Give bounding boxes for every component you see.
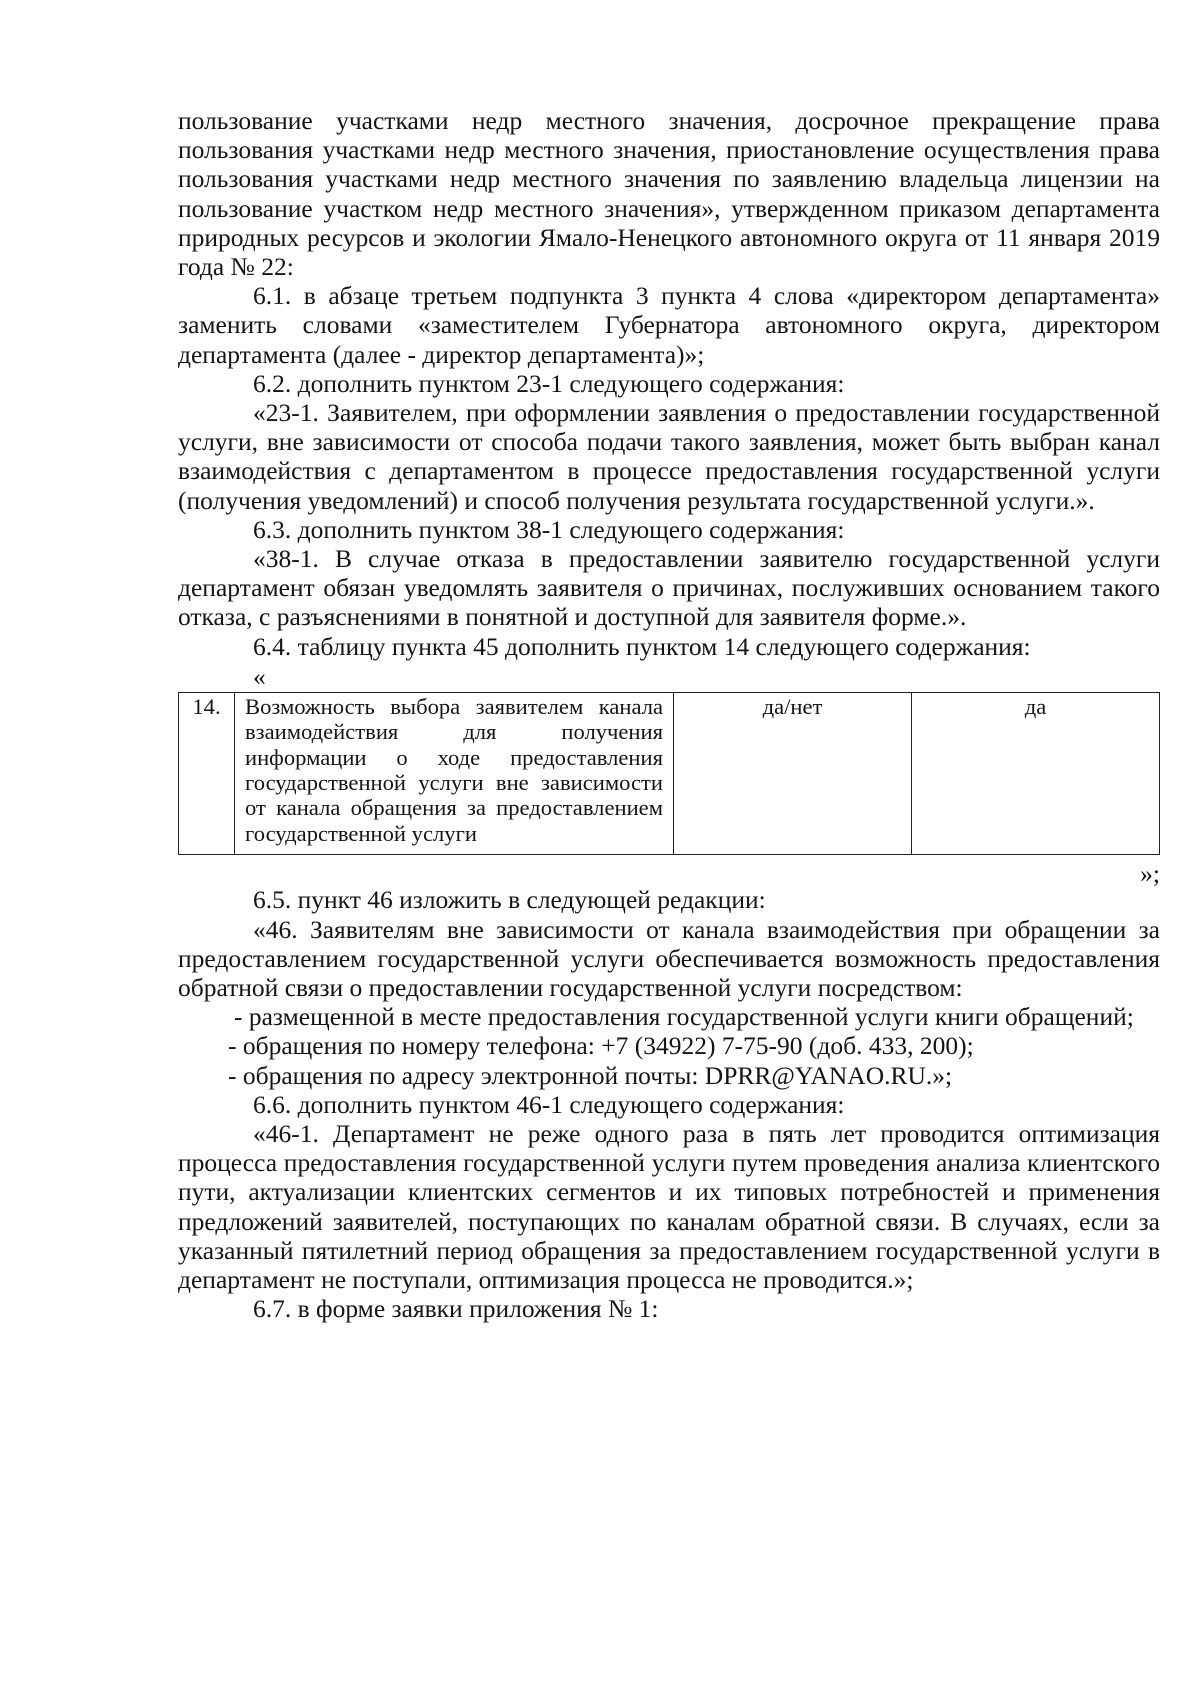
paragraph-6-2: 6.2. дополнить пунктом 23-1 следующего содержания: (253, 368, 845, 398)
list-item-phone: - обращения по номеру телефона: +7 (34922) 7-75-90 (доб. 433, 200); (228, 1031, 974, 1061)
paragraph-6-1: 6.1. в абзаце третьем подпункта 3 пункта 4 слова «директором департамента» заменить словами «заместителем Губернатора автономного округа, директором департамента (далее - директор департамента)»; (178, 281, 1160, 369)
paragraph-6-5: 6.5. пункт 46 изложить в следующей редакции: (253, 885, 766, 915)
amendment-table (178, 692, 1160, 855)
table-close-quote: »; (1140, 859, 1160, 889)
list-item-book: - размещенной в месте предоставления государственной услуги книги обращений; (234, 1002, 1134, 1032)
table-row (179, 692, 1160, 854)
paragraph-intro: пользование участками недр местного значения, досрочное прекращение права пользования участками недр местного значения, приостановление осуществления права пользования участками недр местного значения по заявлению владельца лицензии на пользование участком недр местного значения», утвержденном приказом департамента природных ресурсов и экологии Ямало-Ненецкого автономного округа от 11 января 2019 года № 22: (178, 106, 1160, 282)
paragraph-6-4: 6.4. таблицу пункта 45 дополнить пунктом 14 следующего содержания: (253, 631, 1031, 661)
row-value-cell: да/нет (674, 692, 912, 854)
paragraph-46-1: «46-1. Департамент не реже одного раза в пять лет проводится оптимизация процесса предоставления государственной услуги путем проведения анализа клиентского пути, актуализации клиентских сегментов и их типовых потребностей и применения предложений заявителей, поступающих по каналам обратной связи. В случаях, если за указанный пятилетний период обращения за предоставлением государственной услуги в департамент не поступали, оптимизация процесса не проводится.»; (178, 1118, 1160, 1294)
paragraph-23-1: «23-1. Заявителем, при оформлении заявления о предоставлении государственной услуги, вне зависимости от способа подачи такого заявления, может быть выбран канал взаимодействия с департаментом в процессе предоставления государственной услуги (получения уведомлений) и способ получения результата государственной услуги.». (178, 398, 1160, 515)
row-number-cell: 14. (179, 692, 235, 854)
row-result-cell: да (912, 692, 1160, 854)
table-open-quote: « (253, 661, 266, 691)
paragraph-6-3: 6.3. дополнить пунктом 38-1 следующего содержания: (253, 514, 845, 544)
paragraph-46: «46. Заявителям вне зависимости от канала взаимодействия при обращении за предоставлением государственной услуги обеспечивается возможность предоставления обратной связи о предоставлении государственной услуги посредством: (178, 914, 1160, 1002)
list-item-email: - обращения по адресу электронной почты: DPRR@YANAO.RU.»; (228, 1060, 953, 1090)
row-text-cell: Возможность выбора заявителем канала взаимодействия для получения информации о ходе предоставления государственной услуги вне зависимости от канала обращения за предоставлением государственной услуги (235, 692, 674, 854)
paragraph-6-6: 6.6. дополнить пунктом 46-1 следующего содержания: (253, 1089, 845, 1119)
document-page (178, 106, 1160, 1323)
paragraph-6-7: 6.7. в форме заявки приложения № 1: (253, 1294, 659, 1324)
paragraph-38-1: «38-1. В случае отказа в предоставлении заявителю государственной услуги департамент обязан уведомлять заявителя о причинах, послуживших основанием такого отказа, с разъяснениями в понятной и доступной для заявителя форме.». (178, 544, 1160, 632)
